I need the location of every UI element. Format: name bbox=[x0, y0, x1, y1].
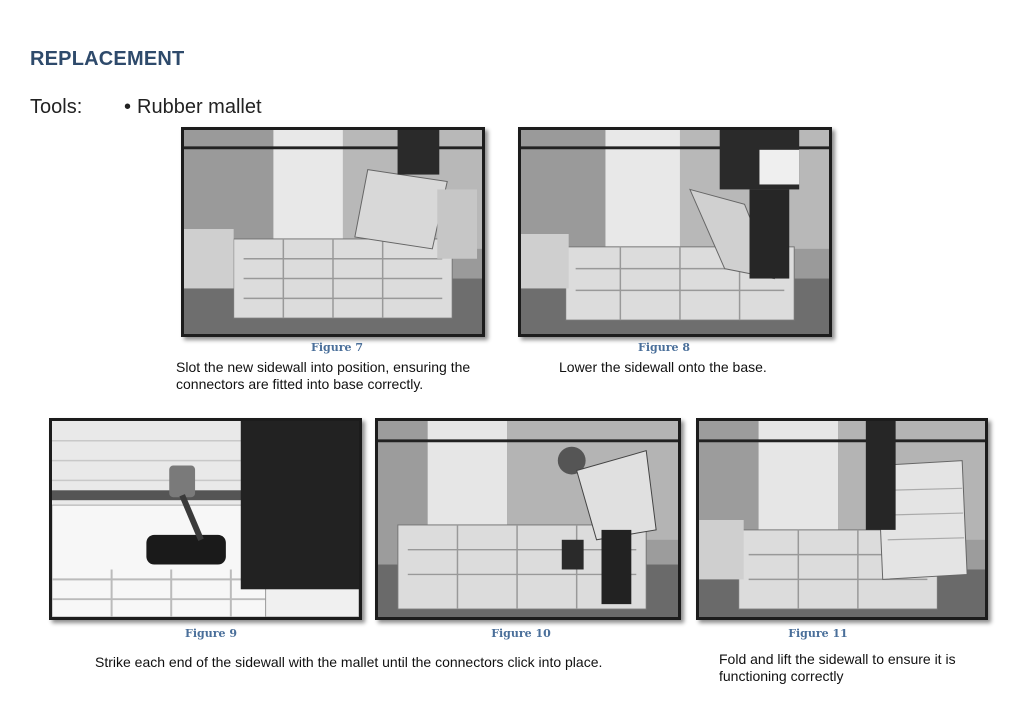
section-heading: REPLACEMENT bbox=[30, 48, 185, 70]
tools-list-item bbox=[124, 96, 262, 119]
figure-11-caption: Figure 11 bbox=[788, 627, 848, 640]
figure-11-description: Fold and lift the sidewall to ensure it is functioning correctly bbox=[719, 651, 956, 684]
tools-label: Tools: bbox=[30, 96, 83, 118]
figure-11-photo bbox=[696, 418, 988, 620]
figure-9-photo bbox=[49, 418, 362, 620]
figure-7-description: Slot the new sidewall into position, ensuring the connectors are fitted into base correctly. bbox=[176, 359, 471, 392]
bullet-icon: • bbox=[124, 96, 132, 118]
photo-sidewall-insert-icon bbox=[184, 130, 482, 334]
figure-10-caption: Figure 10 bbox=[491, 627, 551, 640]
figure-9-description: Strike each end of the sidewall with the mallet until the connectors click into place. bbox=[95, 654, 603, 670]
photo-mallet-strike-icon bbox=[52, 421, 359, 617]
photo-worker-bending-icon bbox=[378, 421, 678, 617]
photo-sidewall-lift-icon bbox=[699, 421, 985, 617]
figure-8-caption: Figure 8 bbox=[638, 341, 690, 354]
figure-7-photo bbox=[181, 127, 485, 337]
tool-name: Rubber mallet bbox=[137, 96, 262, 118]
figure-9-caption: Figure 9 bbox=[185, 627, 237, 640]
figure-8-photo bbox=[518, 127, 832, 337]
photo-sidewall-lower-icon bbox=[521, 130, 829, 334]
figure-10-photo bbox=[375, 418, 681, 620]
figure-8-description: Lower the sidewall onto the base. bbox=[559, 359, 767, 375]
figure-7-caption: Figure 7 bbox=[311, 341, 363, 354]
